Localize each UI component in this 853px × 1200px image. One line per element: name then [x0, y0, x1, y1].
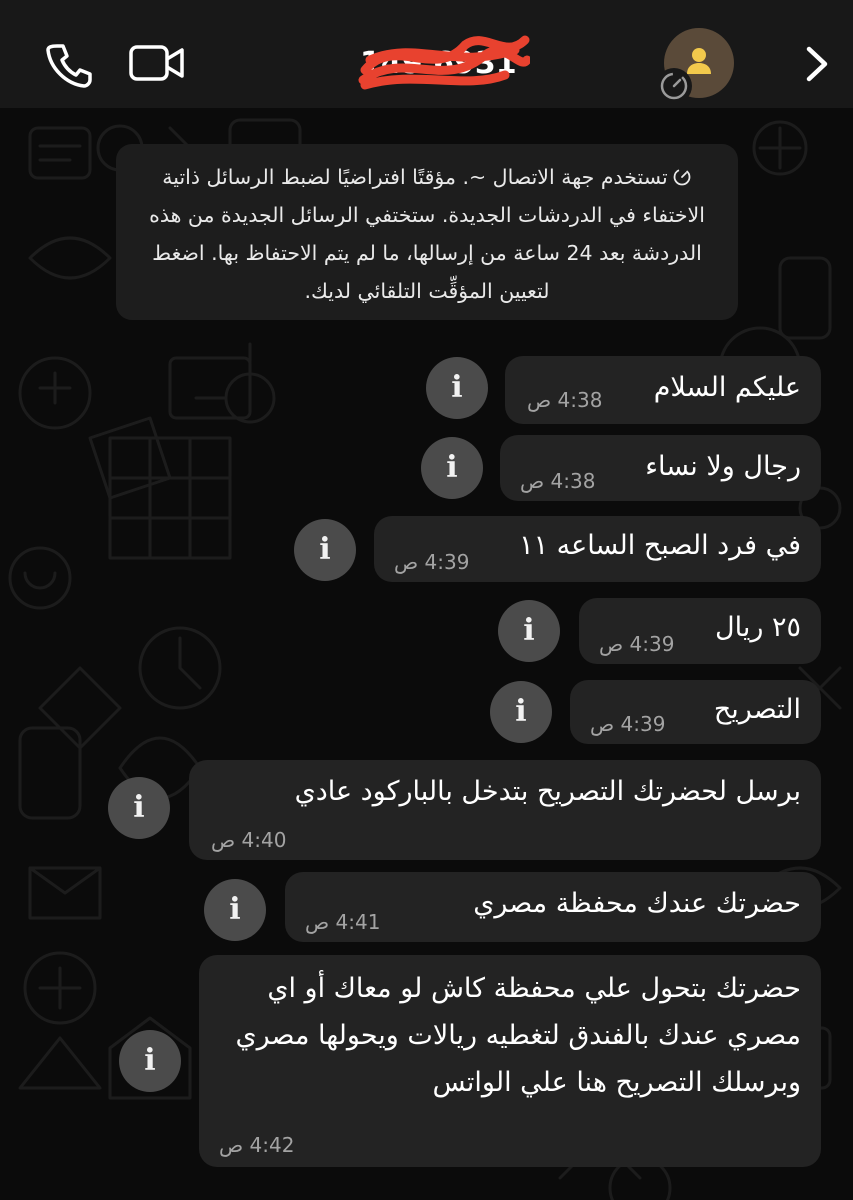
- message-info-button[interactable]: i: [294, 519, 356, 581]
- message-info-button[interactable]: i: [426, 357, 488, 419]
- message-text: حضرتك عندك محفظة مصري: [473, 888, 801, 919]
- message-info-button[interactable]: i: [204, 879, 266, 941]
- disappearing-timer-icon: [656, 68, 692, 104]
- phone-icon[interactable]: [44, 40, 92, 88]
- chevron-right-icon[interactable]: [800, 44, 834, 84]
- message-time: 4:42 ص: [219, 1133, 295, 1157]
- message-time: 4:39 ص: [599, 632, 675, 656]
- message-time: 4:41 ص: [305, 910, 381, 934]
- video-camera-icon[interactable]: [128, 42, 186, 84]
- message-text: عليكم السلام: [653, 372, 801, 403]
- message-bubble[interactable]: [500, 435, 821, 501]
- message-text: ٢٥ ريال: [715, 612, 801, 643]
- message-info-button[interactable]: i: [108, 777, 170, 839]
- message-bubble[interactable]: [374, 516, 821, 582]
- message-info-button[interactable]: i: [498, 600, 560, 662]
- message-text: برسل لحضرتك التصريح بتدخل بالباركود عادي: [294, 776, 801, 807]
- message-time: 4:40 ص: [211, 828, 287, 852]
- message-text: رجال ولا نساء: [645, 451, 801, 482]
- message-bubble[interactable]: [505, 356, 821, 424]
- message-time: 4:39 ص: [394, 550, 470, 574]
- message-text: في فرد الصبح الساعه ١١: [519, 530, 801, 561]
- timer-icon: [672, 167, 692, 187]
- message-time: 4:39 ص: [590, 712, 666, 736]
- message-info-button[interactable]: i: [490, 681, 552, 743]
- contact-name[interactable]: 149 6931: [360, 46, 517, 81]
- message-time: 4:38 ص: [520, 469, 596, 493]
- disappearing-messages-notice[interactable]: [116, 144, 738, 320]
- message-info-button[interactable]: i: [119, 1030, 181, 1092]
- message-bubble[interactable]: [579, 598, 821, 664]
- message-bubble[interactable]: [189, 760, 821, 860]
- message-bubble[interactable]: [285, 872, 821, 942]
- message-bubble[interactable]: [570, 680, 821, 744]
- message-bubble[interactable]: [199, 955, 821, 1167]
- redaction-scribble: [355, 30, 530, 100]
- chat-header: [0, 0, 853, 108]
- message-info-button[interactable]: i: [421, 437, 483, 499]
- message-time: 4:38 ص: [527, 388, 603, 412]
- notice-text: تستخدم جهة الاتصال ~. مؤقتًا افتراضيًا لضبط الرسائل ذاتية الاختفاء في الدردشات الجديدة. ستختفي الرسائل الجديدة من هذه الدردشة بعد 24 ساعة من إرسالها، ما لم يتم الاحتفاظ بها. اضغط لتعيين المؤقِّت التلقائي لديك.: [149, 165, 705, 303]
- message-text: التصريح: [713, 694, 801, 725]
- message-text: حضرتك بتحول علي محفظة كاش لو معاك أو اي مصري عندك بالفندق لتغطيه ريالات ويحولها مصري وبرسلك التصريح هنا علي الواتس: [235, 973, 801, 1098]
